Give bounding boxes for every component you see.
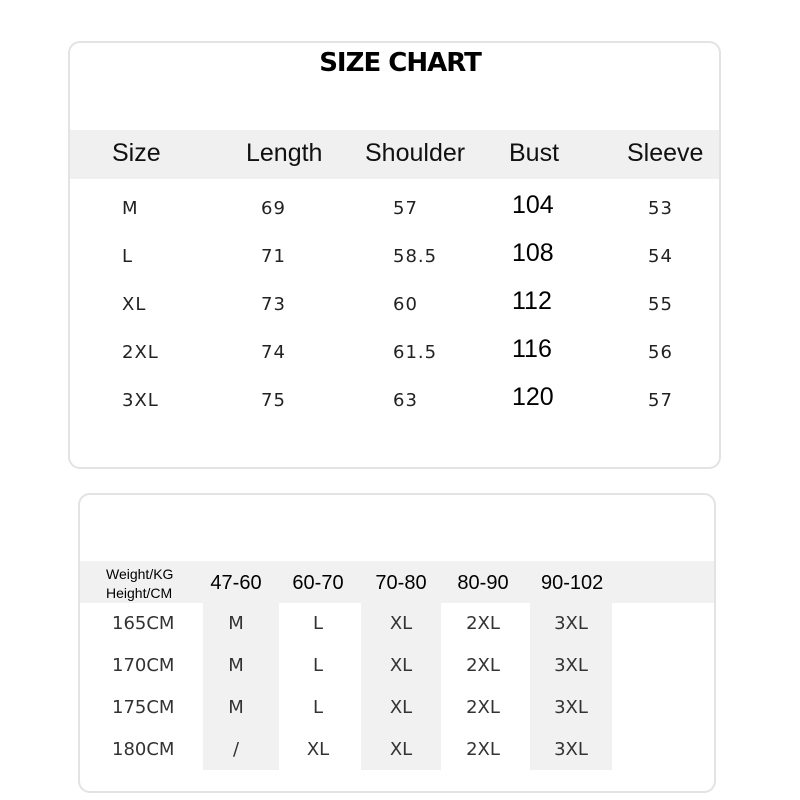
cell-size: 2XL	[122, 342, 159, 363]
cell-bust: 112	[512, 287, 552, 315]
cell-size: XL	[122, 294, 147, 315]
recommended-size: L	[312, 697, 324, 718]
recommended-size: XL	[389, 655, 413, 676]
height-value: 170CM	[112, 655, 175, 676]
header-length: Length	[246, 139, 323, 167]
recommended-size: M	[228, 655, 244, 676]
cell-shoulder: 58.5	[393, 246, 438, 267]
recommended-size: XL	[389, 697, 413, 718]
weight-range: 60-70	[292, 572, 344, 594]
height-value: 175CM	[112, 697, 175, 718]
cell-bust: 108	[512, 239, 554, 267]
cell-length: 71	[261, 246, 286, 267]
recommended-size: XL	[389, 739, 413, 760]
recommended-size: 2XL	[466, 613, 500, 634]
recommended-size: 2XL	[466, 655, 500, 676]
cell-sleeve: 57	[648, 390, 673, 411]
chart-title: SIZE CHART	[319, 48, 481, 78]
cell-sleeve: 54	[648, 246, 673, 267]
recommended-size: XL	[389, 613, 413, 634]
cell-bust: 104	[512, 191, 554, 219]
weight-range: 70-80	[375, 572, 427, 594]
recommended-size: M	[228, 613, 244, 634]
cell-sleeve: 55	[648, 294, 673, 315]
cell-sleeve: 53	[648, 198, 673, 219]
header-shoulder: Shoulder	[365, 139, 466, 167]
cell-size: L	[122, 246, 134, 267]
cell-size: 3XL	[122, 390, 159, 411]
height-label: Height/CM	[106, 585, 173, 601]
cell-bust: 116	[512, 335, 552, 363]
header-sleeve: Sleeve	[627, 139, 704, 167]
cell-length: 73	[261, 294, 286, 315]
weight-label: Weight/KG	[106, 566, 174, 582]
cell-size: M	[122, 198, 139, 219]
cell-sleeve: 56	[648, 342, 673, 363]
cell-length: 75	[261, 390, 286, 411]
recommended-size: L	[312, 655, 324, 676]
recommended-size: XL	[306, 739, 330, 760]
height-value: 165CM	[112, 613, 175, 634]
header-bust: Bust	[509, 139, 560, 167]
cell-shoulder: 63	[393, 390, 418, 411]
cell-bust: 120	[512, 383, 554, 411]
weight-range: 80-90	[457, 572, 509, 594]
recommended-size: M	[228, 697, 244, 718]
weight-range: 90-102	[541, 572, 604, 594]
header-size: Size	[112, 139, 161, 167]
recommended-size: L	[312, 613, 324, 634]
cell-length: 74	[261, 342, 286, 363]
recommended-size: 2XL	[466, 739, 500, 760]
cell-shoulder: 60	[393, 294, 418, 315]
recommended-size: 2XL	[466, 697, 500, 718]
recommended-size: 3XL	[554, 655, 588, 676]
recommended-size: /	[232, 739, 240, 760]
cell-shoulder: 61.5	[393, 342, 438, 363]
cell-shoulder: 57	[393, 198, 418, 219]
cell-length: 69	[261, 198, 286, 219]
height-value: 180CM	[112, 739, 175, 760]
recommended-size: 3XL	[554, 739, 588, 760]
weight-range: 47-60	[210, 572, 262, 594]
recommended-size: 3XL	[554, 697, 588, 718]
recommended-size: 3XL	[554, 613, 588, 634]
